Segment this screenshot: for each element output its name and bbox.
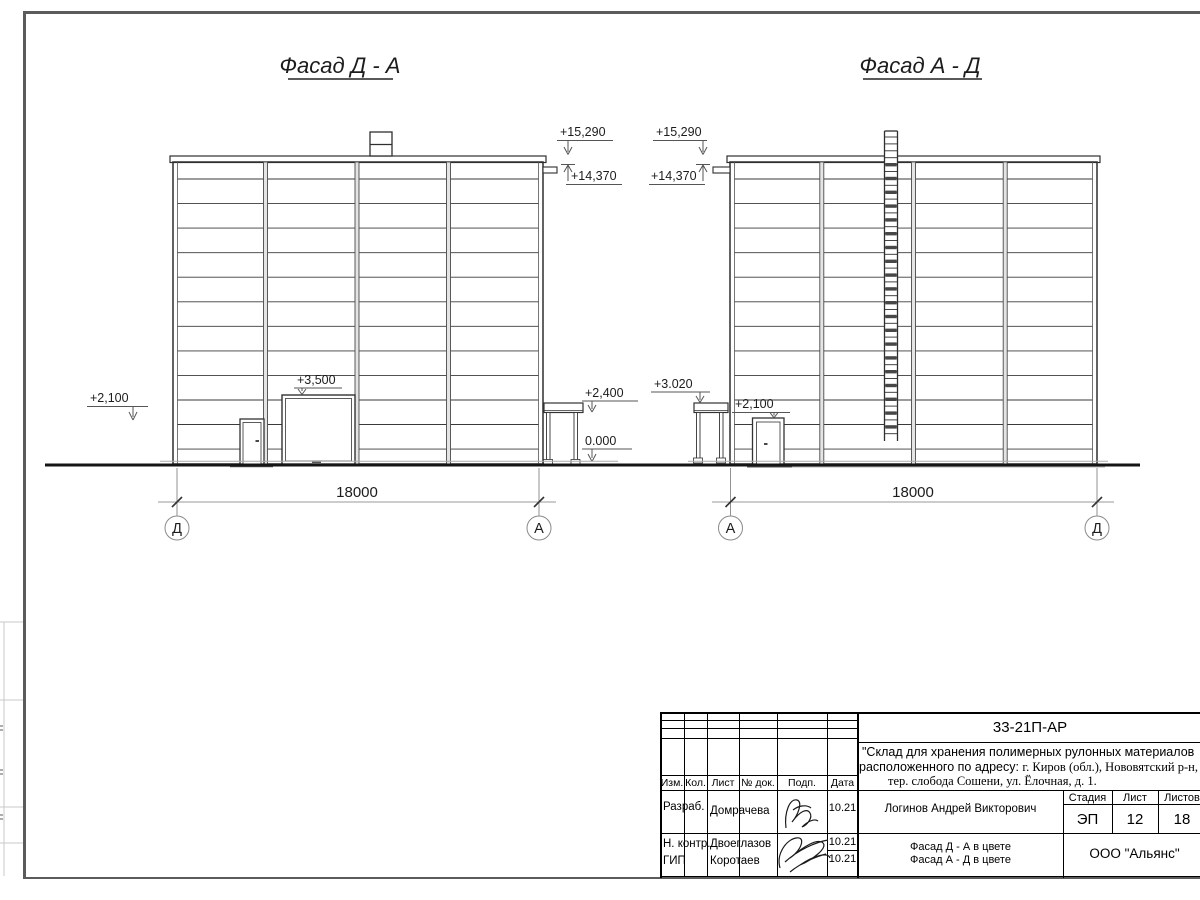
ladder-rung-shadow bbox=[885, 356, 896, 359]
ladder-rung-shadow bbox=[885, 191, 896, 194]
sheet-subtitle-1: Фасад Д - А в цвете bbox=[910, 841, 1011, 853]
stage-label: Стадия bbox=[1068, 792, 1107, 804]
facade-left-gate bbox=[282, 395, 355, 464]
svg-text:+2,100: +2,100 bbox=[90, 391, 129, 405]
facade-left-roof-vent bbox=[370, 132, 392, 156]
sheets-label: Листов bbox=[1164, 792, 1200, 804]
svg-text:0.000: 0.000 bbox=[585, 434, 617, 448]
name-nkontr: Двоеглазов bbox=[710, 838, 772, 850]
date-nkontr: 10.21 bbox=[828, 836, 857, 848]
axis-bubble-label: Д bbox=[1092, 521, 1102, 537]
svg-text:+2,100: +2,100 bbox=[735, 397, 774, 411]
facade-right-dimension bbox=[712, 468, 1114, 540]
elevation-mark-canopy-2400 bbox=[582, 386, 638, 412]
role-nkontr: Н. контр. bbox=[663, 838, 711, 850]
company-name: ООО "Альянс" bbox=[1089, 846, 1180, 861]
elevation-mark-left-parapet bbox=[561, 165, 622, 185]
elevation-mark-canopy-3020 bbox=[651, 377, 710, 403]
name-gip: Коротаев bbox=[710, 855, 760, 867]
facade-right-mullions bbox=[820, 162, 1007, 464]
axis-bubble-label: А bbox=[534, 521, 544, 537]
rev-header-izm: Изм. bbox=[660, 777, 684, 789]
rev-header-data: Дата bbox=[830, 777, 855, 789]
project-name-line1: "Склад для хранения полимерных рулонных материалов bbox=[862, 745, 1195, 759]
title-block bbox=[660, 712, 1200, 878]
ladder-rung-shadow bbox=[885, 384, 896, 387]
facade-right bbox=[649, 53, 1114, 540]
ladder-rung-shadow bbox=[885, 287, 896, 290]
rev-header-ndok: № док. bbox=[741, 777, 775, 789]
ladder-rung-shadow bbox=[885, 411, 896, 414]
name-razrab: Домрачева bbox=[710, 805, 770, 817]
project-name-line2: расположенного по адресу: г. Киров (обл.), Нововятский р-н, bbox=[859, 760, 1198, 774]
sheet-label: Лист bbox=[1123, 792, 1147, 804]
elevation-mark-zero bbox=[582, 434, 632, 462]
facade-left-dimension bbox=[158, 468, 556, 540]
chief-name: Логинов Андрей Викторович bbox=[884, 803, 1037, 815]
axis-bubble-label: Д bbox=[172, 521, 182, 537]
rev-header-kol: Кол. bbox=[685, 777, 706, 789]
project-name-line3: тер. слобода Сошени, ул. Ёлочная, д. 1. bbox=[888, 774, 1097, 788]
facade-left-canopy bbox=[544, 403, 584, 464]
rev-header-podp: Подп. bbox=[788, 777, 816, 789]
stage-value: ЭП bbox=[1076, 811, 1099, 828]
ladder-rung-shadow bbox=[885, 273, 896, 276]
facade-right-pipe bbox=[713, 167, 730, 173]
svg-text:+2,400: +2,400 bbox=[585, 386, 624, 400]
dim-text: 18000 bbox=[892, 484, 934, 501]
ladder-rung-shadow bbox=[885, 370, 896, 373]
ladder-rung-shadow bbox=[885, 260, 896, 263]
role-razrab: Разраб. bbox=[663, 801, 705, 813]
svg-text:+14,370: +14,370 bbox=[651, 169, 697, 183]
facade-right-title: Фасад А - Д bbox=[859, 53, 981, 78]
ladder-rung-shadow bbox=[885, 218, 896, 221]
ladder-rung-shadow bbox=[885, 329, 896, 332]
svg-text:+3.020: +3.020 bbox=[654, 377, 693, 391]
ladder-rung-shadow bbox=[885, 246, 896, 249]
facade-left-building bbox=[170, 156, 546, 464]
sheet-number: 12 bbox=[1126, 811, 1144, 828]
signature-razrab bbox=[786, 800, 818, 828]
axis-bubble-label: А bbox=[725, 521, 736, 537]
ladder-rung-shadow bbox=[885, 177, 896, 180]
facade-left bbox=[87, 53, 638, 540]
ladder-rung-shadow bbox=[885, 301, 896, 304]
ladder-rung-shadow bbox=[885, 232, 896, 235]
date-gip: 10.21 bbox=[828, 853, 857, 865]
elevation-mark-left-top bbox=[557, 125, 613, 155]
ground-line bbox=[45, 461, 1140, 466]
doc-code: 33-21П-АР bbox=[992, 719, 1068, 736]
svg-text:+14,370: +14,370 bbox=[571, 169, 617, 183]
ladder-rung-shadow bbox=[885, 342, 896, 345]
ladder-rung-shadow bbox=[885, 398, 896, 401]
signature-nkontr-gip bbox=[779, 838, 830, 872]
facade-left-title: Фасад Д - А bbox=[279, 53, 401, 78]
ladder-rung-shadow bbox=[885, 163, 896, 166]
date-razrab: 10.21 bbox=[828, 802, 857, 814]
facade-right-canopy bbox=[694, 403, 729, 463]
svg-text:+15,290: +15,290 bbox=[560, 125, 606, 139]
sheets-total: 18 bbox=[1173, 811, 1191, 828]
facade-left-pipe bbox=[543, 167, 557, 173]
svg-text:+3,500: +3,500 bbox=[297, 373, 336, 387]
dim-text: 18000 bbox=[336, 484, 378, 501]
ladder-rung-shadow bbox=[885, 425, 896, 428]
role-gip: ГИП bbox=[663, 855, 686, 867]
elevation-mark-right-parapet bbox=[649, 165, 710, 185]
left-edge-artifact bbox=[0, 622, 23, 876]
elevation-mark-right-top bbox=[653, 125, 707, 155]
ladder-rung-shadow bbox=[885, 204, 896, 207]
ladder-rung-shadow bbox=[885, 315, 896, 318]
elevation-mark-left-2100 bbox=[87, 391, 148, 420]
facade-right-door bbox=[747, 418, 1105, 467]
rev-header-list: Лист bbox=[711, 777, 735, 789]
facade-right-ladder bbox=[885, 131, 898, 441]
svg-text:+15,290: +15,290 bbox=[656, 125, 702, 139]
sheet-subtitle-2: Фасад А - Д в цвете bbox=[910, 854, 1011, 866]
elevation-mark-gate-3500 bbox=[294, 373, 342, 395]
